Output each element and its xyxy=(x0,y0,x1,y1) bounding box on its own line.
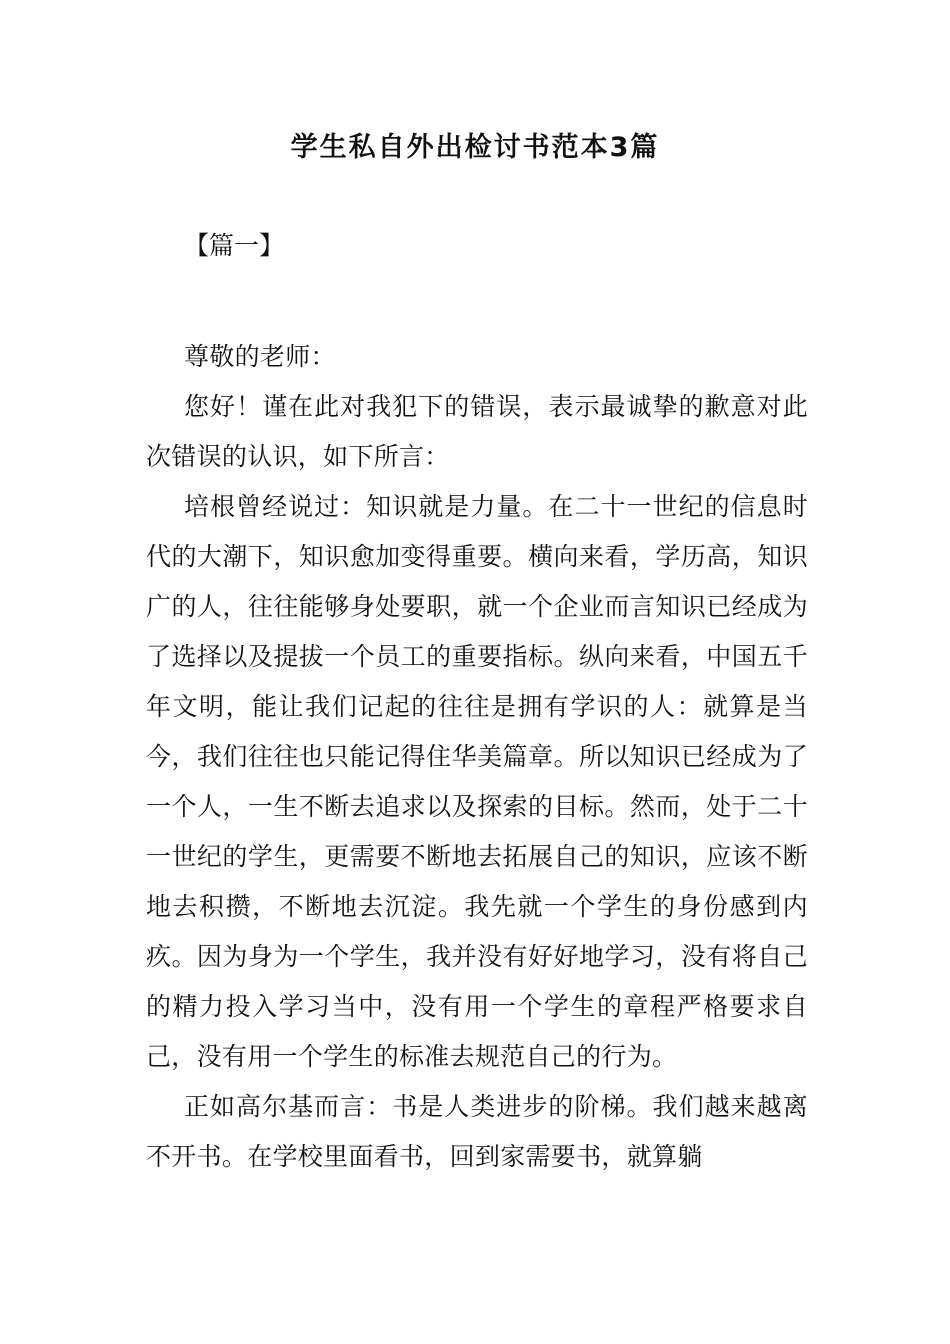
paragraph: 培根曾经说过：知识就是力量。在二十一世纪的信息时代的大潮下，知识愈加变得重要。横向来看，学历高，知识广的人，往往能够身处要职，就一个企业而言知识已经成为了选择以及提拔一个员工的重要指标。纵向来看，中国五千年文明，能让我们记起的往往是拥有学识的人：就算是当今，我们往往也只能记得住华美篇章。所以知识已经成为了一个人，一生不断去追求以及探索的目标。然而，处于二十一世纪的学生，更需要不断地去拓展自己的知识，应该不断地去积攒，不断地去沉淀。我先就一个学生的身份感到内疚。因为身为一个学生，我并没有好好地学习，没有将自己的精力投入学习当中，没有用一个学生的章程严格要求自己，没有用一个学生的标准去规范自己的行为。 xyxy=(146,492,808,1071)
paragraph: 正如高尔基而言：书是人类进步的阶梯。我们越来越离不开书。在学校里面看书，回到家需要书，就算躺 xyxy=(146,1092,808,1171)
section-label: 【篇一】 xyxy=(184,231,285,260)
paragraph: 您好！谨在此对我犯下的错误，表示最诚挚的歉意对此次错误的认识，如下所言： xyxy=(146,392,808,471)
salutation: 尊敬的老师： xyxy=(184,342,336,371)
document-body xyxy=(146,332,808,1182)
document-title: 学生私自外出检讨书范本3篇 xyxy=(290,132,660,163)
